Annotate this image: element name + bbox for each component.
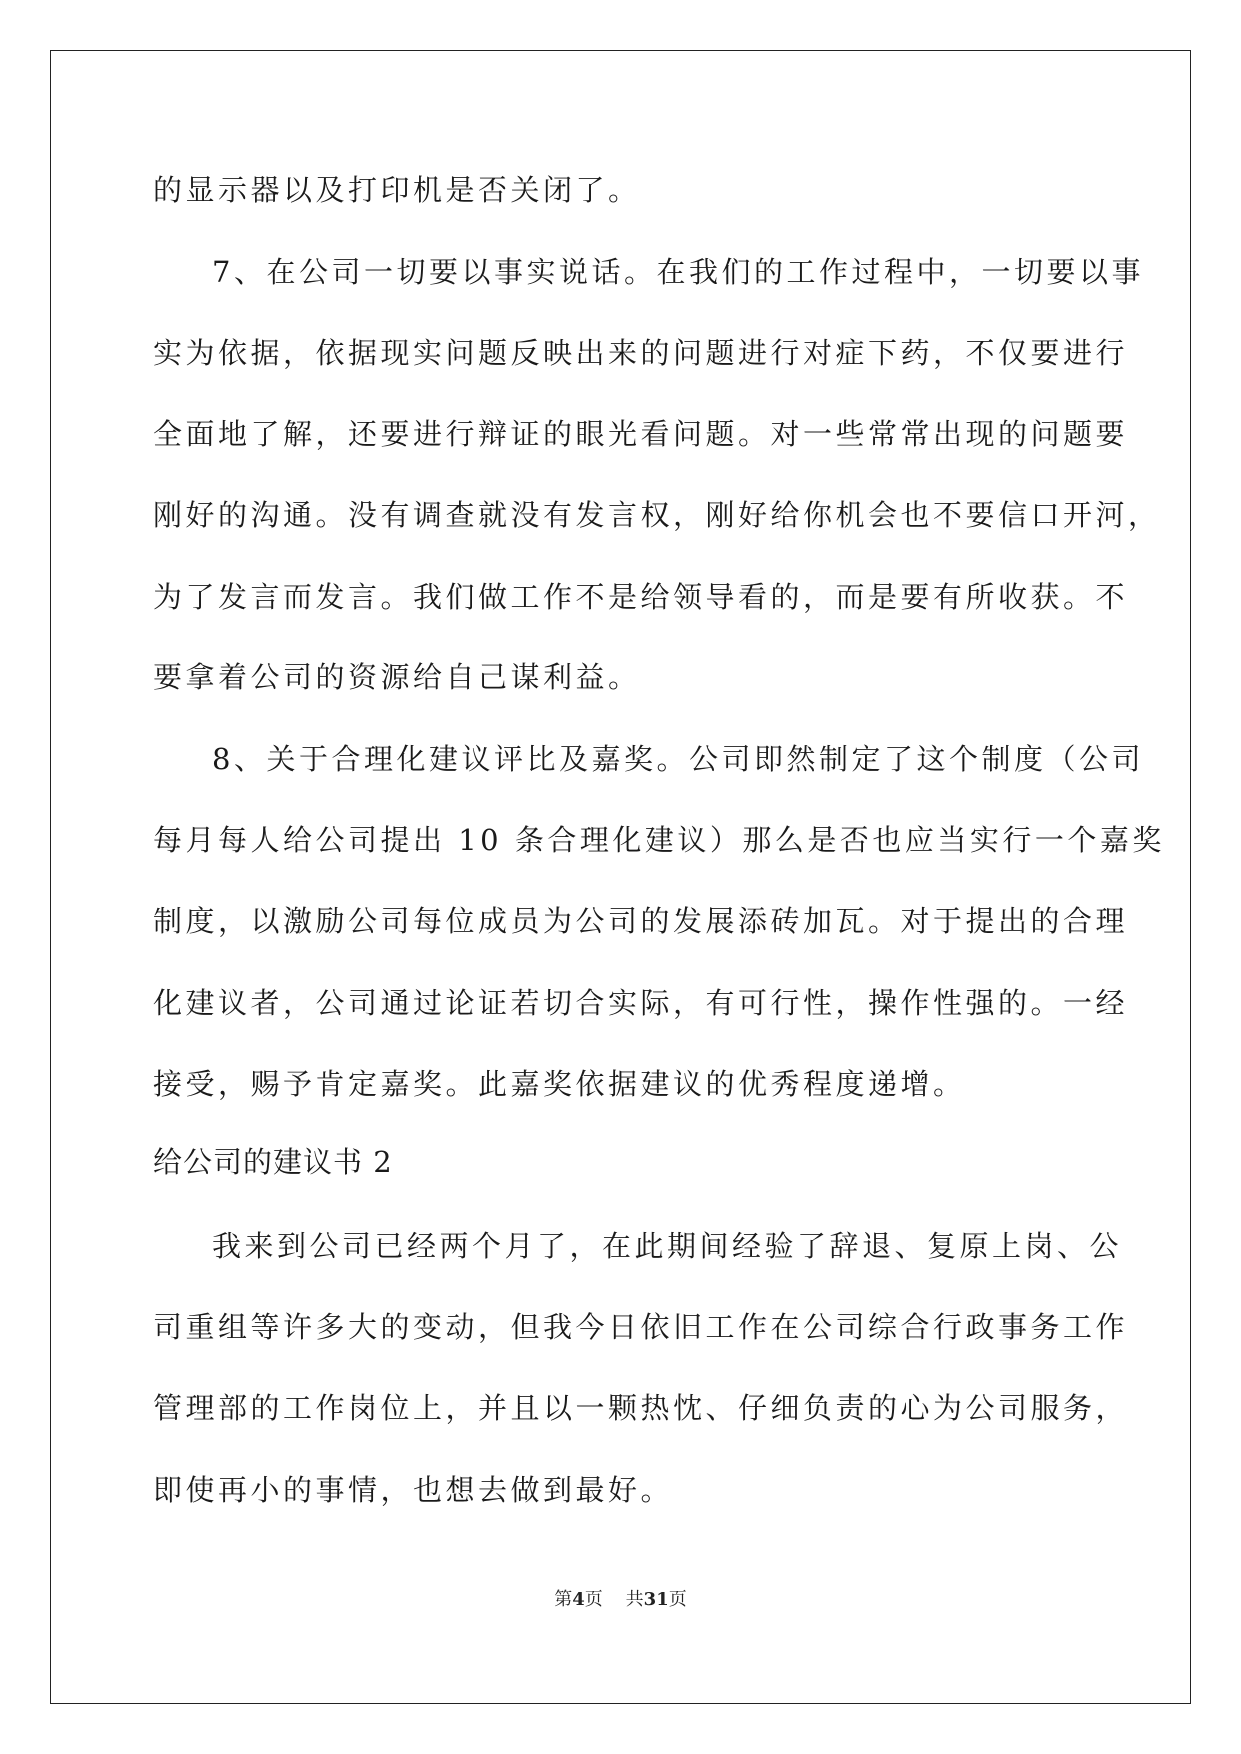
- text-line: 刚好的沟通。没有调查就没有发言权，刚好给你机会也不要信口开河，: [153, 498, 1161, 532]
- text-line: 的显示器以及打印机是否关闭了。: [153, 173, 641, 207]
- total-prefix: 共: [625, 1589, 644, 1610]
- text-line: 接受，赐予肯定嘉奖。此嘉奖依据建议的优秀程度递增。: [153, 1067, 966, 1101]
- text-line: 管理部的工作岗位上，并且以一颗热忱、仔细负责的心为公司服务，: [153, 1391, 1129, 1425]
- page-prefix: 第: [554, 1589, 573, 1610]
- total-suffix: 页: [668, 1589, 687, 1610]
- text-line: 为了发言而发言。我们做工作不是给领导看的，而是要有所收获。不: [153, 580, 1129, 614]
- text-line: 每月每人给公司提出 10 条合理化建议）那么是否也应当实行一个嘉奖: [153, 823, 1165, 857]
- text-line: 化建议者，公司通过论证若切合实际，有可行性，操作性强的。一经: [153, 986, 1129, 1020]
- text-line: 要拿着公司的资源给自己谋利益。: [153, 660, 641, 694]
- text-line: 制度，以激励公司每位成员为公司的发展添砖加瓦。对于提出的合理: [153, 904, 1129, 938]
- text-line: 即使再小的事情，也想去做到最好。: [153, 1473, 674, 1507]
- section-heading: 给公司的建议书 2: [153, 1145, 393, 1179]
- text-line: 8、关于合理化建议评比及嘉奖。公司即然制定了这个制度（公司: [212, 742, 1144, 776]
- text-line: 全面地了解，还要进行辩证的眼光看问题。对一些常常出现的问题要: [153, 417, 1129, 451]
- total-pages: 31: [643, 1589, 669, 1610]
- text-line: 司重组等许多大的变动，但我今日依旧工作在公司综合行政事务工作: [153, 1310, 1129, 1344]
- text-line: 实为依据，依据现实问题反映出来的问题进行对症下药，不仅要进行: [153, 336, 1129, 370]
- page-border: [50, 50, 1191, 1704]
- page-footer: [0, 1588, 1241, 1612]
- page-number: 4: [572, 1589, 585, 1610]
- text-line: 我来到公司已经两个月了，在此期间经验了辞退、复原上岗、公: [212, 1229, 1123, 1263]
- page-suffix: 页: [584, 1589, 603, 1610]
- text-line: 7、在公司一切要以事实说话。在我们的工作过程中，一切要以事: [212, 255, 1144, 289]
